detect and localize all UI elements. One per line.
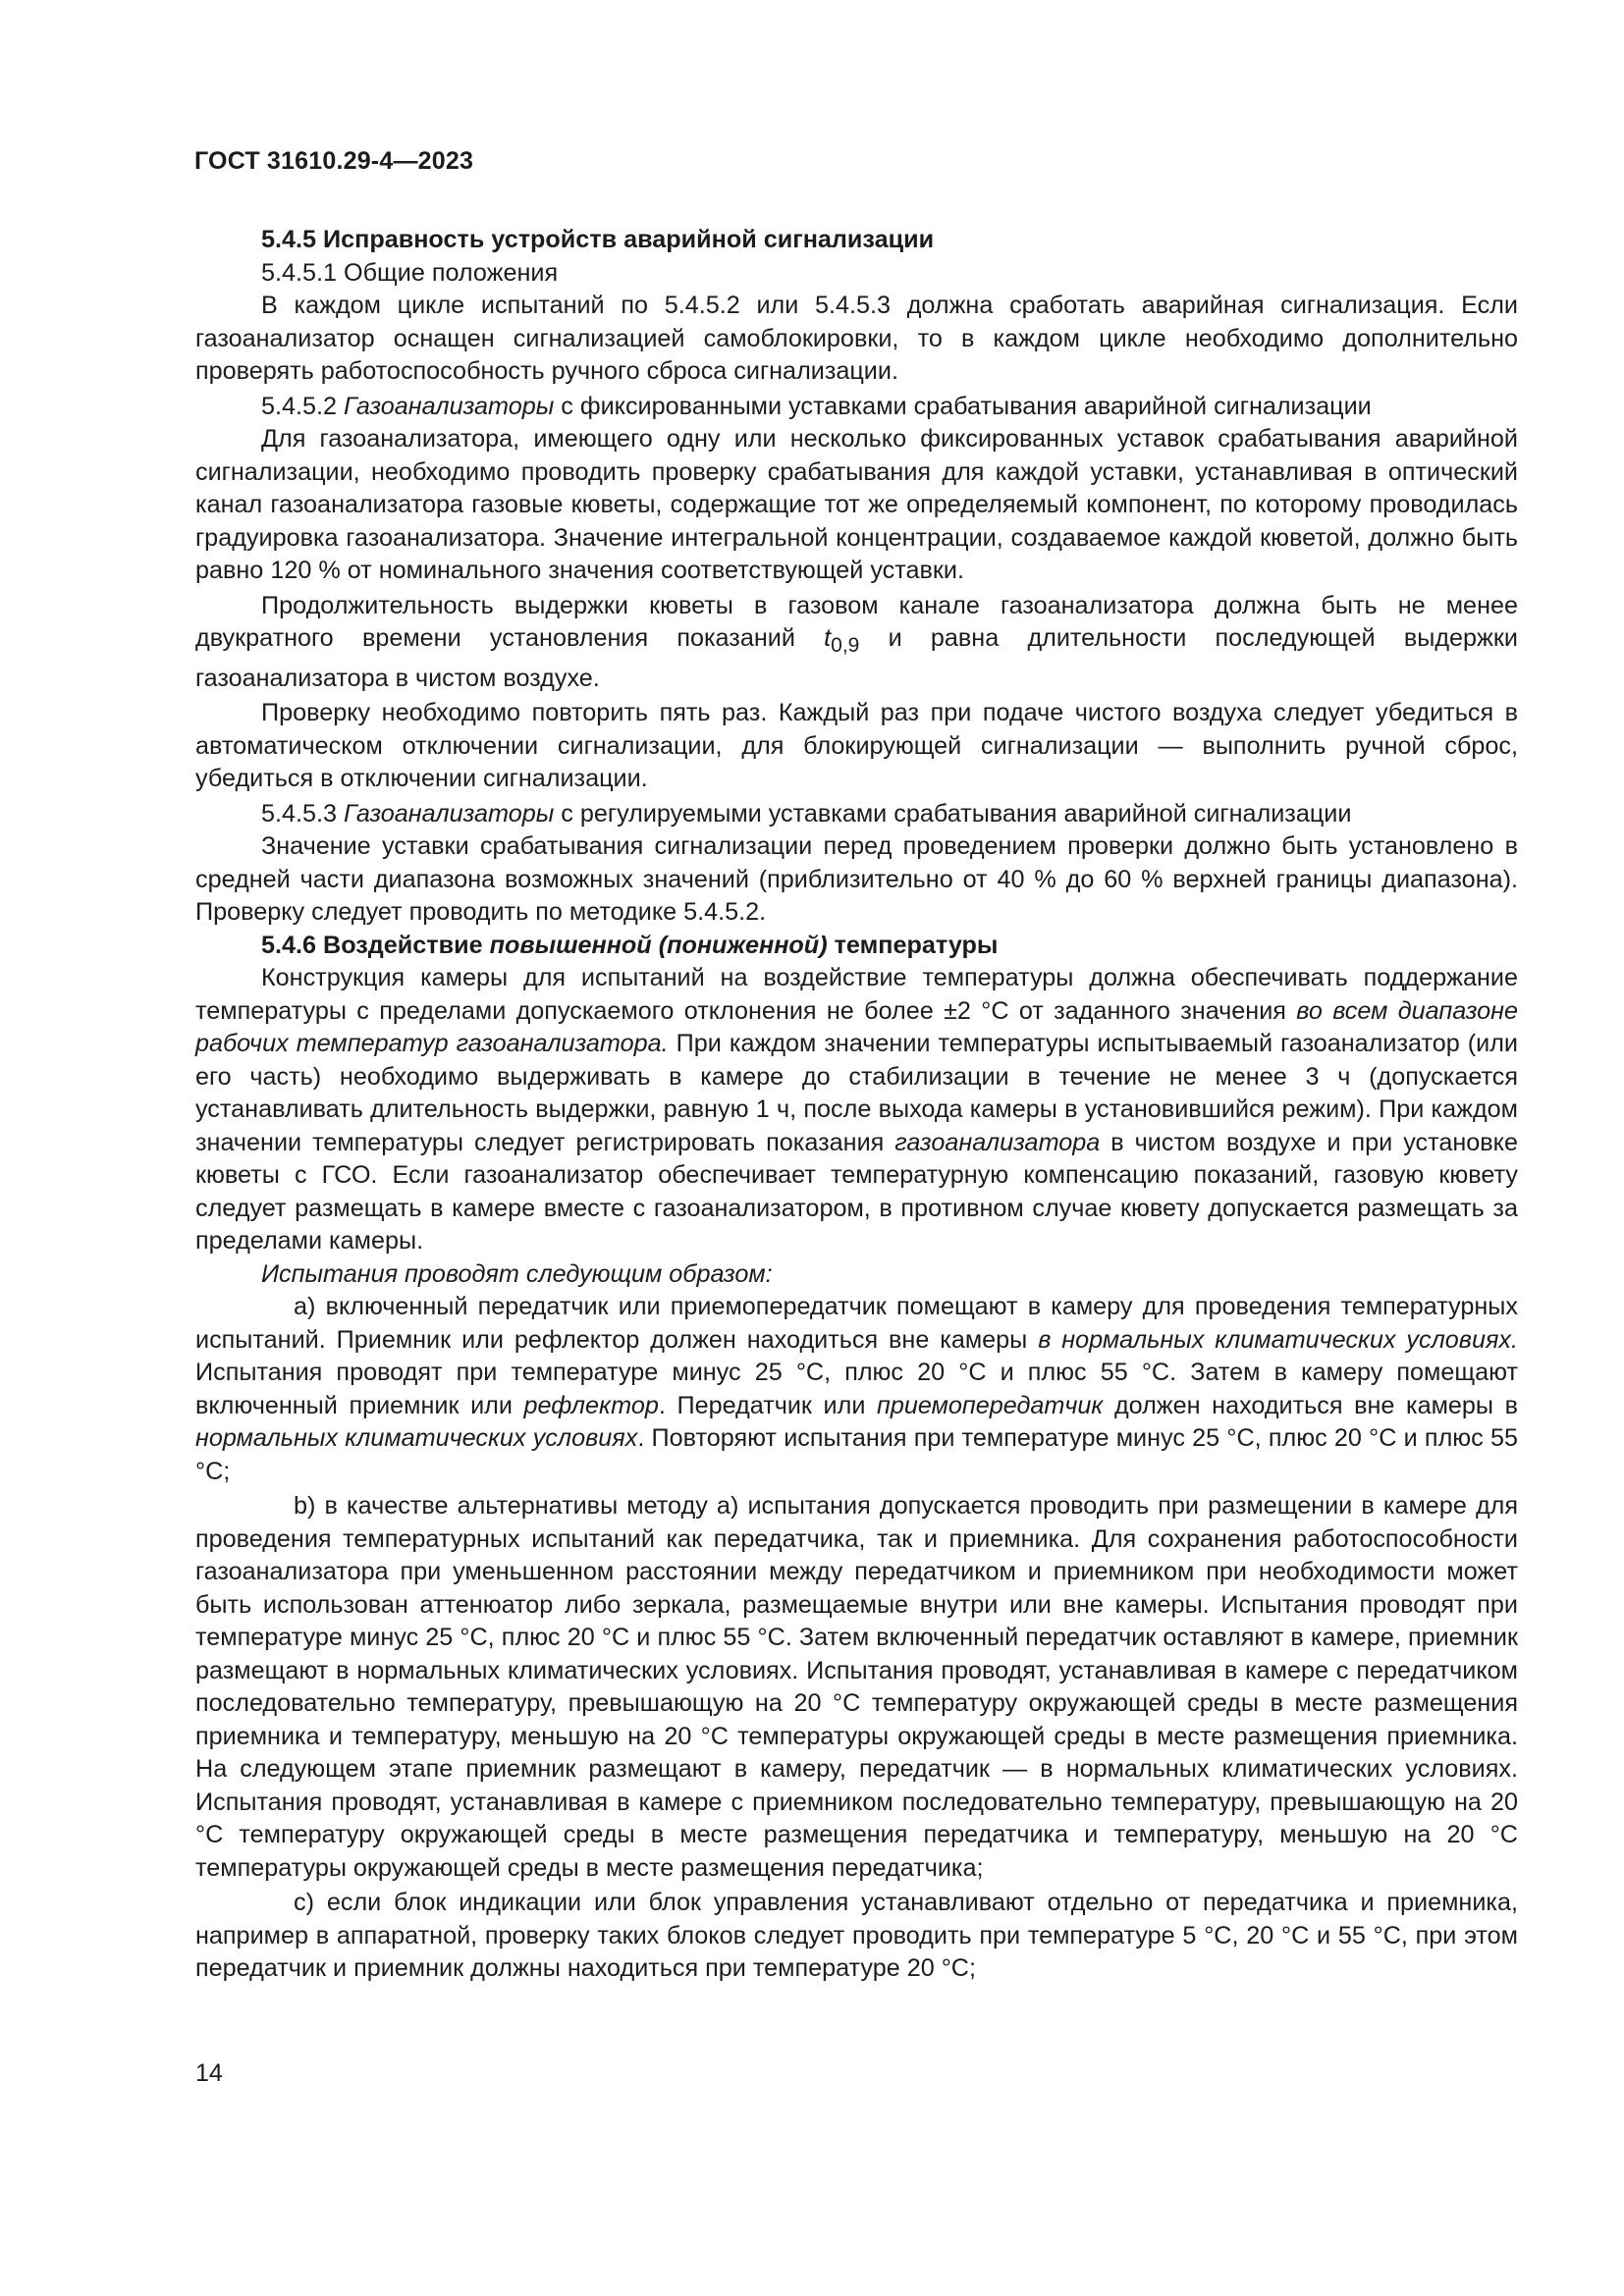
list-item-a: а) включенный передатчик или приемопередатчик помещают в камеру для проведения температурных испытаний. Приемник или рефлектор должен находиться вне камеры в нормальных климатических условиях. Испытания проводят при температуре минус 25 °С, плюс 20 °С и плюс 55 °С. Затем в камеру помещают включенный приемник или рефлектор. Передатчик или приемопередатчик должен находиться вне камеры в нормальных климатических условиях. Повторяют испытания при температуре минус 25 °С, плюс 20 °С и плюс 55 °С;: [195, 1293, 1519, 1485]
list-item-c: c) если блок индикации или блок управления устанавливают отдельно от передатчика и приемника, например в аппаратной, проверку таких блоков следует проводить при температуре 5 °С, 20 °С и 55 °С, при этом передатчик и приемник должны находиться при температуре 20 °С;: [195, 1889, 1518, 1983]
section-5-4-5-1-text: В каждом цикле испытаний по 5.4.5.2 или 5.4.5.3 должна сработать аварийная сигнализация. Если газоанализатор оснащен сигнализацией самоблокировки, то в каждом цикле необходимо дополнительно проверять работоспособность ручного сброса сигнализации.: [195, 292, 1518, 385]
section-5-4-5-2-title: 5.4.5.2 Газоанализаторы с фиксированными уставками срабатывания аварийной сигнализации: [261, 392, 1372, 420]
section-5-4-6-paragraph-1: Конструкция камеры для испытаний на воздействие температуры должна обеспечивать поддержание температуры с пределами допускаемого отклонения не более ±2 °С от заданного значения во всем диапазоне рабочих температур газоанализатора. При каждом значении температуры испытываемый газоанализатор (или его часть) необходимо выдерживать в камере до стабилизации в течение не менее 3 ч (допускается устанавливать длительность выдержки, равную 1 ч, после выхода камеры в установившийся режим). При каждом значении температуры следует регистрировать показания газоанализатора в чистом воздухе и при установке кюветы с ГСО. Если газоанализатор обеспечивает температурную компенсацию показаний, газовую кювету следует размещать в камере вместе с газоанализатором, в противном случае кювету допускается размещать за пределами камеры.: [195, 964, 1518, 1255]
document-code-header: ГОСТ 31610.29-4—2023: [194, 147, 474, 175]
section-5-4-5-2-paragraph-3: Проверку необходимо повторить пять раз. Каждый раз при подаче чистого воздуха следует убедиться в автоматическом отключении сигнализации, для блокирующей сигнализации — выполнить ручной сброс, убедиться в отключении сигнализации.: [195, 699, 1518, 793]
document-body: [195, 224, 1518, 1986]
section-5-4-5-3-title: 5.4.5.3 Газоанализаторы с регулируемыми уставками срабатывания аварийной сигнализации: [261, 799, 1352, 828]
section-5-4-5-3-paragraph-1: Значение уставки срабатывания сигнализации перед проведением проверки должно быть установлено в средней части диапазона возможных значений (приблизительно от 40 % до 60 % верхней границы диапазона). Проверку следует проводить по методике 5.4.5.2.: [195, 832, 1518, 927]
section-5-4-5-heading: 5.4.5 Исправность устройств аварийной сигнализации: [261, 226, 935, 253]
section-5-4-5-1-title: 5.4.5.1 Общие положения: [261, 258, 559, 287]
list-item-b: b) в качестве альтернативы методу а) испытания допускается проводить при размещении в камере для проведения температурных испытаний как передатчика, так и приемника. Для сохранения работоспособности газоанализатора при уменьшенном расстоянии между передатчиком и приемником при необходимости может быть использован аттенюатор либо зеркала, размещаемые внутри или вне камеры. Испытания проводят при температуре минус 25 °С, плюс 20 °С и плюс 55 °С. Затем включенный передатчик оставляют в камере, приемник размещают в нормальных климатических условиях. Испытания проводят, устанавливая в камере с передатчиком последовательно температуру, превышающую на 20 °С температуру окружающей среды в месте размещения приемника и температуру, меньшую на 20 °С температуры окружающей среды в месте размещения приемника. На следующем этапе приемник размещают в камеру, передатчик — в нормальных климатических условиях. Испытания проводят, устанавливая в камере с приемником последовательно температуру, превышающую на 20 °С температуру окружающей среды в месте размещения передатчика и температуру, меньшую на 20 °С температуры окружающей среды в месте размещения передатчика;: [195, 1492, 1518, 1882]
section-5-4-5-2-paragraph-2: Продолжительность выдержки кюветы в газовом канале газоанализатора должна быть не менее двукратного времени установления показаний $t_{0,9}$ и равна длительности последующей выдержки газоанализатора в чистом воздухе.: [195, 591, 1518, 692]
section-5-4-6-heading: 5.4.6 Воздействие повышенной (пониженной) температуры: [261, 931, 999, 959]
section-5-4-5-2-paragraph-1: Для газоанализатора, имеющего одну или несколько фиксированных уставок срабатывания аварийной сигнализации, необходимо проводить проверку срабатывания для каждой уставки, устанавливая в оптический канал газоанализатора газовые кюветы, содержащие тот же определяемый компонент, по которому проводилась градуировка газоанализатора. Значение интегральной концентрации, создаваемое каждой кюветой, должно быть равно 120 % от номинального значения соответствующей уставки.: [195, 425, 1518, 584]
section-5-4-6-paragraph-2: Испытания проводят следующим образом:: [261, 1259, 773, 1288]
page-number: 14: [195, 2059, 223, 2087]
